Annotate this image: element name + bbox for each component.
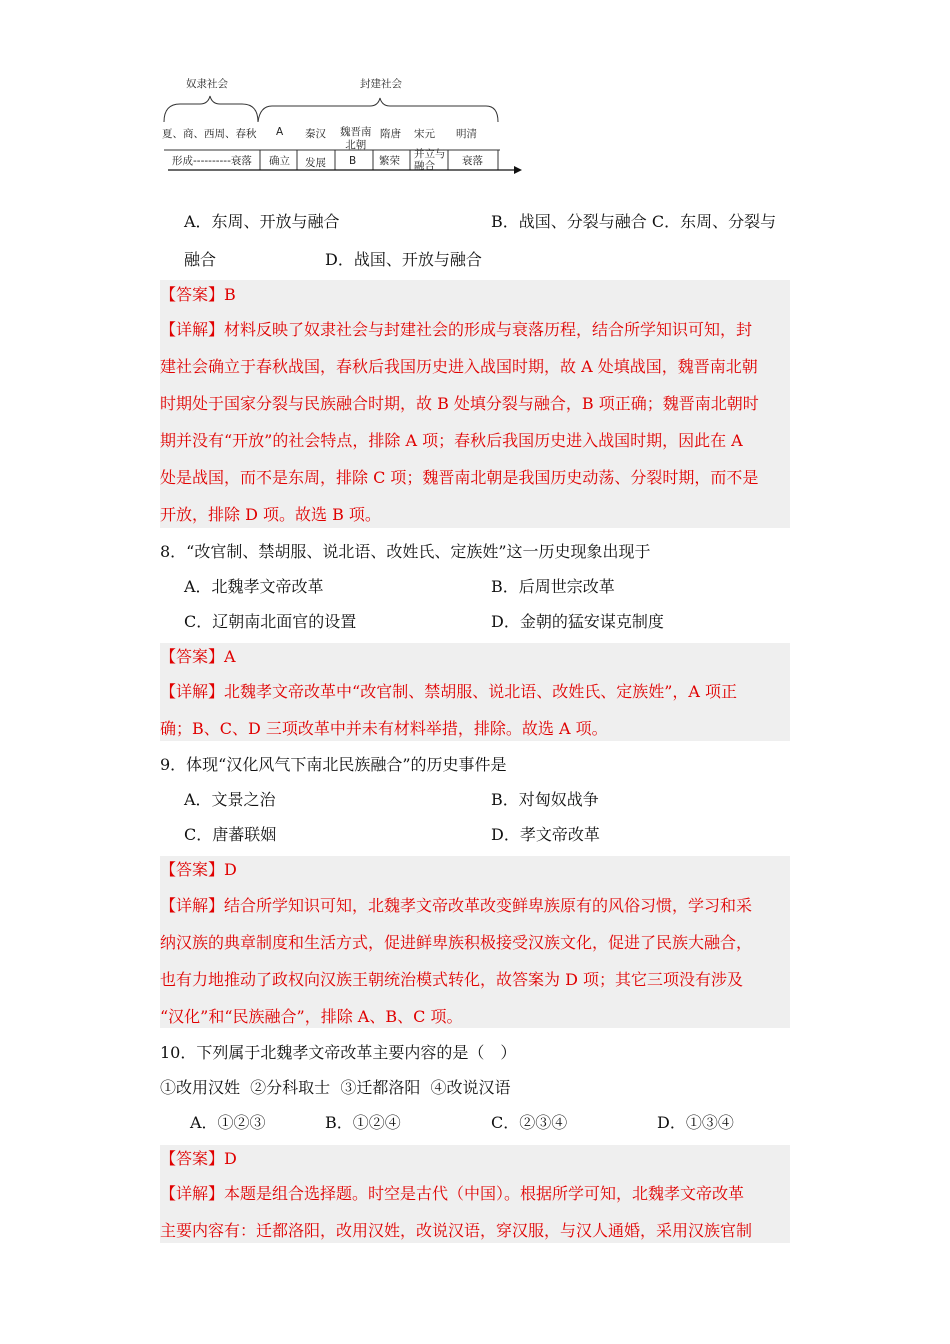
q7-option-d: D．战国、开放与融合 xyxy=(325,250,482,269)
q10-answer xyxy=(160,1149,237,1169)
answer-tag: 【答案】 xyxy=(160,647,225,666)
q9-detail-line-3: 也有力地推动了政权向汉族王朝统治模式转化，故答案为 D 项；其它三项没有涉及 xyxy=(160,970,744,989)
period-sui-tang: 隋唐 xyxy=(380,128,401,140)
q10-option-d: D．①③④ xyxy=(657,1113,734,1132)
stage-b: B xyxy=(349,155,357,167)
q7-detail-line-3: 时期处于国家分裂与民族融合时期，故 B 处填分裂与融合，B 项正确；魏晋南北朝时 xyxy=(160,394,759,413)
stage-develop: 发展 xyxy=(305,157,326,169)
period-qin-han: 秦汉 xyxy=(305,128,326,140)
q9-answer xyxy=(160,860,237,880)
q7-detail-line-2: 建社会确立于春秋战国，春秋后我国历史进入战国时期，故 A 处填战国，魏晋南北朝 xyxy=(160,357,758,376)
answer-value: B xyxy=(224,285,236,304)
q8-option-a: A．北魏孝文帝改革 xyxy=(184,577,324,596)
answer-value: D xyxy=(224,860,237,879)
detail-tag: 【详解】 xyxy=(160,896,225,915)
q10-detail-line-2: 主要内容有：迁都洛阳，改用汉姓，改说汉语，穿汉服，与汉人通婚，采用汉族官制 xyxy=(160,1221,753,1240)
q7-detail-line-6: 开放，排除 D 项。故选 B 项。 xyxy=(160,505,381,524)
answer-value: A xyxy=(224,647,236,666)
q10-items: ①改用汉姓 ②分科取士 ③迁都洛阳 ④改说汉语 xyxy=(160,1078,511,1097)
period-ming-qing: 明清 xyxy=(456,128,477,140)
answer-value: D xyxy=(224,1149,237,1168)
q7-option-c-cont: 融合 xyxy=(184,250,217,269)
q9-detail-line-2: 纳汉族的典章制度和生活方式，促进鲜卑族积极接受汉族文化，促进了民族大融合， xyxy=(160,933,753,952)
q9-question: 9．体现“汉化风气下南北民族融合”的历史事件是 xyxy=(160,755,507,774)
stage-coexist: 并立与 融合 xyxy=(414,148,446,172)
q7-detail-line-1: 【详解】材料反映了奴隶社会与封建社会的形成与衰落历程，结合所学知识可知，封 xyxy=(160,320,753,339)
q9-option-c: C．唐蕃联姻 xyxy=(184,825,277,844)
stage-establish: 确立 xyxy=(269,155,290,167)
detail-tag: 【详解】 xyxy=(160,1184,225,1203)
q7-detail-line-5: 处是战国，而不是东周，排除 C 项；魏晋南北朝是我国历史动荡、分裂时期，而不是 xyxy=(160,468,759,487)
slave-society-label: 奴隶社会 xyxy=(186,78,228,90)
q7-option-b-c: B．战国、分裂与融合 C．东周、分裂与 xyxy=(491,212,777,231)
stage-decline: 衰落 xyxy=(462,155,483,167)
q9-option-b: B．对匈奴战争 xyxy=(491,790,599,809)
q7-option-a: A．东周、开放与融合 xyxy=(184,212,340,231)
q8-option-c: C．辽朝南北面官的设置 xyxy=(184,612,357,631)
q8-option-b: B．后周世宗改革 xyxy=(491,577,615,596)
q8-question: 8．“改官制、禁胡服、说北语、改姓氏、定族姓”这一历史现象出现于 xyxy=(160,542,651,561)
q8-detail-line-2: 确；B、C、D 三项改革中并未有材料举措，排除。故选 A 项。 xyxy=(160,719,608,738)
feudal-society-label: 封建社会 xyxy=(360,78,402,90)
q10-option-b: B．①②④ xyxy=(325,1113,401,1132)
q9-option-a: A．文景之治 xyxy=(184,790,276,809)
q9-detail-line-1: 【详解】结合所学知识可知，北魏孝文帝改革改变鲜卑族原有的风俗习惯，学习和采 xyxy=(160,896,753,915)
detail-tag: 【详解】 xyxy=(160,682,225,701)
period-xia-shang: 夏、商、西周、春秋 xyxy=(162,128,257,140)
q8-option-d: D．金朝的猛安谋克制度 xyxy=(491,612,664,631)
q7-answer xyxy=(160,285,236,305)
q8-detail-line-1: 【详解】北魏孝文帝改革中“改官制、禁胡服、说北语、改姓氏、定族姓”，A 项正 xyxy=(160,682,738,701)
answer-tag: 【答案】 xyxy=(160,285,225,304)
q9-detail-line-4: “汉化”和“民族融合”，排除 A、B、C 项。 xyxy=(160,1007,463,1026)
q7-detail-line-4: 期并没有“开放”的社会特点，排除 A 项；春秋后我国历史进入战国时期，因此在 A xyxy=(160,431,743,450)
q8-answer xyxy=(160,647,236,667)
q9-option-d: D．孝文帝改革 xyxy=(491,825,600,844)
q10-detail-line-1: 【详解】本题是组合选择题。时空是古代（中国）。根据所学可知，北魏孝文帝改革 xyxy=(160,1184,745,1203)
period-a: A xyxy=(276,126,284,138)
q10-question: 10．下列属于北魏孝文帝改革主要内容的是（ ） xyxy=(160,1043,517,1062)
period-wei-jin: 魏晋南 北朝 xyxy=(340,126,372,151)
detail-tag: 【详解】 xyxy=(160,320,225,339)
period-song-yuan: 宋元 xyxy=(414,128,435,140)
answer-tag: 【答案】 xyxy=(160,1149,225,1168)
q10-option-a: A．①②③ xyxy=(190,1113,266,1132)
q10-option-c: C．②③④ xyxy=(491,1113,568,1132)
stage-prosper: 繁荣 xyxy=(379,155,400,167)
answer-tag: 【答案】 xyxy=(160,860,225,879)
stage-formation-decline: 形成----------衰落 xyxy=(172,155,252,167)
